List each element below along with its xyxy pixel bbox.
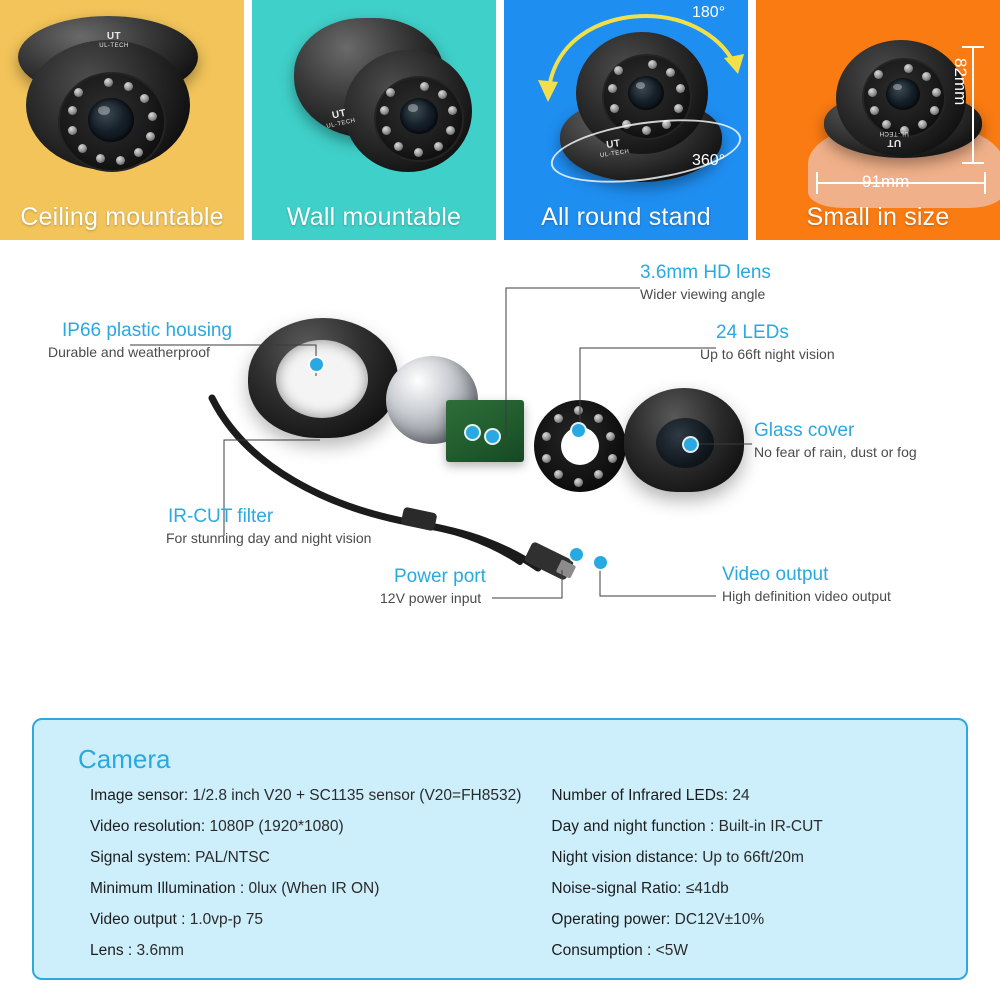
spec-label: Consumption : (551, 942, 652, 959)
spec-label: Image sensor: (90, 787, 189, 804)
hotspot-housing (310, 358, 323, 371)
hotspot-glass-cover (684, 438, 697, 451)
hotspot-ir-cut (466, 426, 479, 439)
brand-name: UT (886, 136, 902, 148)
spec-label: Lens : (90, 942, 133, 959)
spec-column-right (545, 787, 940, 973)
hotspot-lens (486, 430, 499, 443)
spec-value: <5W (655, 942, 688, 959)
callout-sub-video: High definition video output (722, 588, 891, 604)
spec-row (60, 942, 521, 960)
brand-name: UT (331, 107, 348, 122)
callout-sub-ircut: For stunning day and night vision (166, 530, 372, 546)
height-measure-cap-bottom (962, 162, 984, 164)
spec-label: Minimum Illumination : (90, 880, 245, 897)
spec-label: Video resolution: (90, 818, 206, 835)
camera-image-wall (288, 14, 478, 184)
camera-image-ceiling (8, 10, 208, 185)
tile-all-round-stand (504, 0, 748, 240)
brand-name: UT (106, 31, 122, 42)
spec-row (545, 911, 940, 929)
spec-label: Operating power: (551, 911, 671, 928)
leader-lines (0, 240, 1000, 680)
spec-label: Day and night function : (551, 818, 715, 835)
spec-label: Noise-signal Ratio: (551, 880, 682, 897)
brand-subtitle: UL-TECH (99, 42, 129, 49)
spec-value: 0lux (When IR ON) (248, 880, 380, 897)
spec-value: Built-in IR-CUT (718, 818, 823, 835)
width-measure-cap-left (816, 172, 818, 194)
callout-title-power: Power port (394, 566, 486, 587)
brand-subtitle: UL-TECH (599, 148, 630, 159)
callout-title-glass: Glass cover (754, 420, 855, 441)
height-measure-label: 82mm (951, 58, 970, 106)
brand-subtitle: UL-TECH (879, 130, 909, 137)
spec-value: DC12V±10% (674, 911, 765, 928)
hotspot-video-output (594, 556, 607, 569)
angle-label-top: 180° (692, 4, 726, 21)
callout-title-leds: 24 LEDs (716, 322, 789, 343)
spec-row (60, 787, 521, 805)
spec-row (60, 911, 521, 929)
callout-sub-lens: Wider viewing angle (640, 286, 766, 302)
spec-column-left (60, 787, 521, 973)
callout-title-housing: IP66 plastic housing (62, 320, 233, 341)
hotspot-leds (572, 424, 585, 437)
brand-logo-ceiling (86, 32, 142, 49)
spec-row (545, 942, 940, 960)
spec-panel-title: Camera (78, 744, 171, 774)
width-measure-label: 91mm (862, 172, 910, 191)
spec-row (545, 880, 940, 898)
width-measure-cap-right (984, 172, 986, 194)
spec-row (545, 818, 940, 836)
tile-ceiling-mountable (0, 0, 244, 240)
hotspot-power-port (570, 548, 583, 561)
spec-row (60, 849, 521, 867)
camera-spec-panel (32, 718, 968, 980)
spec-value: 1080P (1920*1080) (209, 818, 344, 835)
angle-label-bottom: 360° (692, 152, 726, 169)
callout-title-ircut: IR-CUT filter (168, 506, 274, 527)
spec-row (545, 787, 940, 805)
callout-title-lens: 3.6mm HD lens (640, 262, 771, 283)
spec-value: ≤41db (685, 880, 729, 897)
spec-label: Number of Infrared LEDs: (551, 787, 729, 804)
callout-sub-leds: Up to 66ft night vision (700, 346, 835, 362)
spec-row (545, 849, 940, 867)
height-measure-cap-top (962, 46, 984, 48)
spec-label: Signal system: (90, 849, 191, 866)
spec-value: 1/2.8 inch V20 + SC1135 sensor (V20=FH8532) (192, 787, 522, 804)
tile-caption-ceiling: Ceiling mountable (20, 203, 224, 231)
tile-caption-size: Small in size (806, 203, 950, 231)
spec-value: 1.0vp-p 75 (189, 911, 263, 928)
brand-logo-size (866, 130, 922, 147)
brand-name: UT (605, 138, 622, 151)
feature-tiles (0, 0, 1000, 240)
tile-small-in-size (756, 0, 1000, 240)
callout-title-video: Video output (722, 564, 829, 585)
tile-caption-wall: Wall mountable (286, 203, 462, 231)
spec-value: PAL/NTSC (195, 849, 270, 866)
callout-sub-glass: No fear of rain, dust or fog (754, 444, 917, 460)
rotation-arrows-icon (528, 6, 748, 156)
tile-caption-stand: All round stand (541, 203, 711, 231)
callout-sub-housing: Durable and weatherproof (48, 344, 210, 360)
spec-label: Night vision distance: (551, 849, 698, 866)
spec-value: 24 (732, 787, 750, 804)
tile-wall-mountable (252, 0, 496, 240)
callout-sub-power: 12V power input (380, 590, 482, 606)
spec-value: Up to 66ft/20m (702, 849, 804, 866)
height-measure-line (972, 46, 974, 164)
brand-subtitle: UL-TECH (325, 117, 357, 130)
spec-label: Video output : (90, 911, 186, 928)
spec-row (60, 880, 521, 898)
spec-value: 3.6mm (136, 942, 184, 959)
spec-row (60, 818, 521, 836)
exploded-diagram (0, 240, 1000, 680)
